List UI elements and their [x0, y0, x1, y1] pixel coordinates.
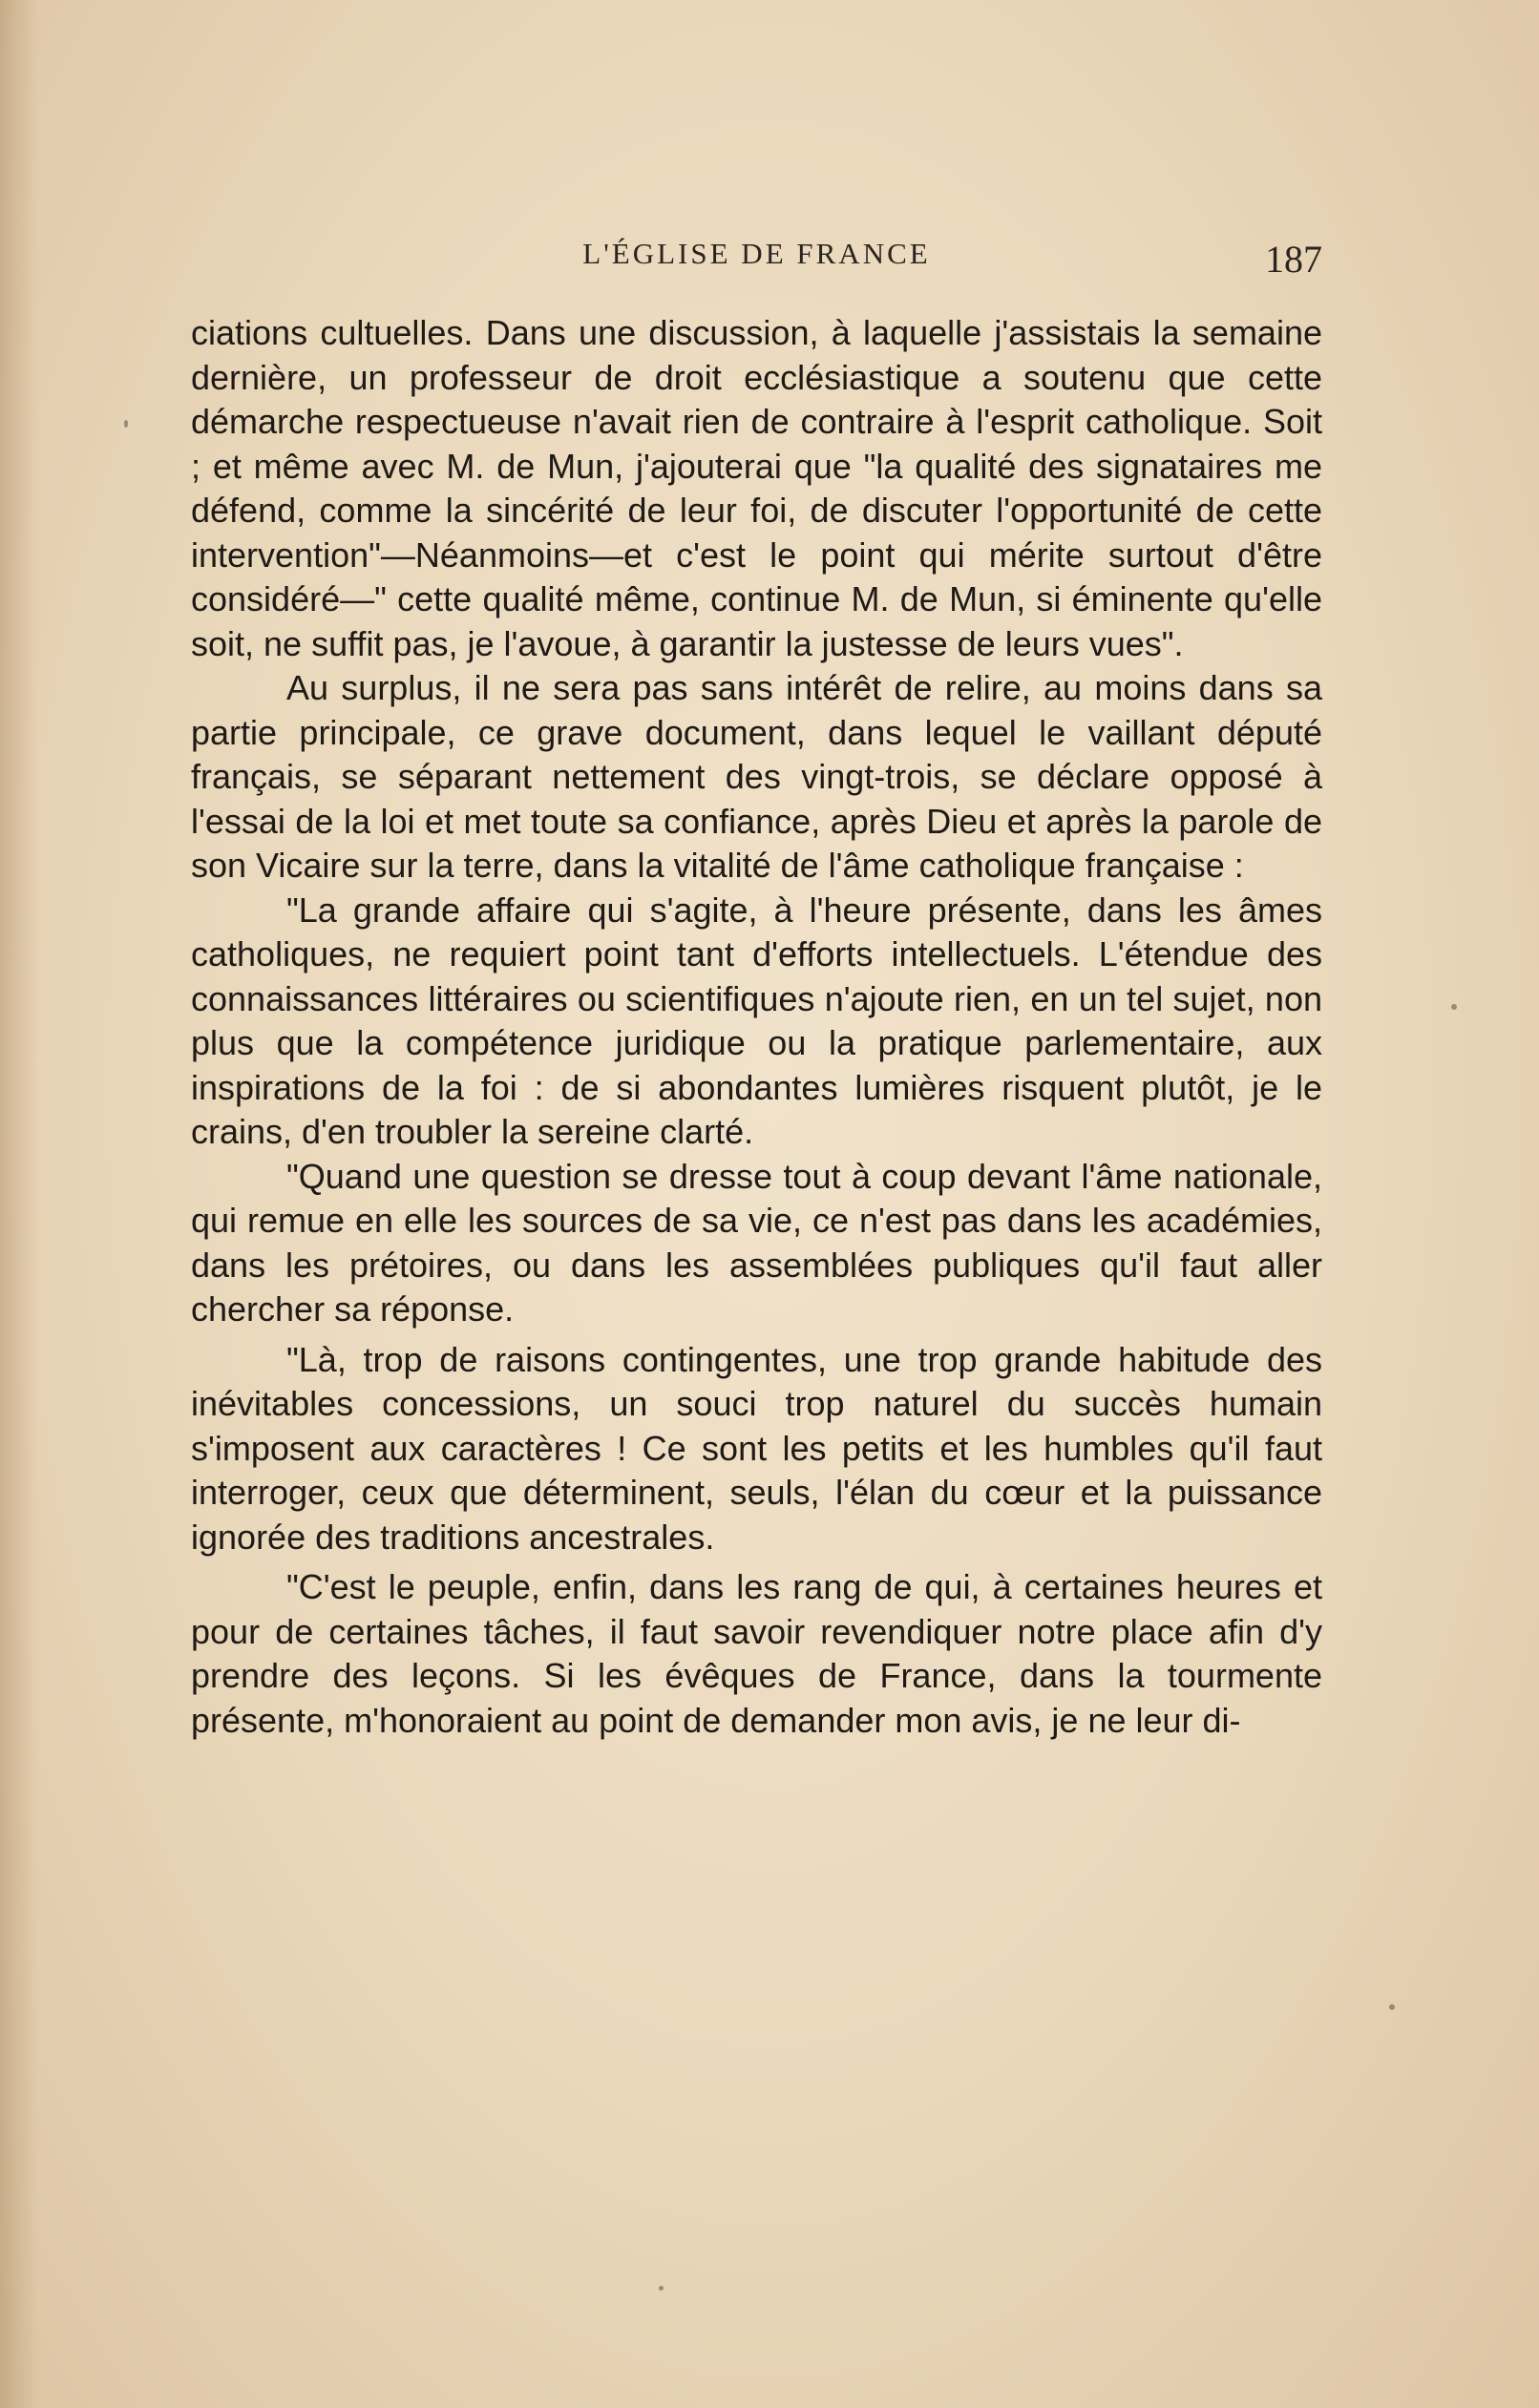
paragraph: Au surplus, il ne sera pas sans intérêt de relire, au moins dans sa partie principale, ce grave document, dans lequel le vaillant député français, se séparant nettement des vingt-trois, se déclare opposé à l'essai de la loi et met toute sa confiance, après Dieu et après la parole de son Vicaire sur la terre, dans la vitalité de l'âme catholique française :: [191, 668, 1322, 885]
paper-speck: [1451, 1004, 1457, 1010]
quoted-paragraph: "La grande affaire qui s'agite, à l'heure présente, dans les âmes catholiques, ne requiert point tant d'efforts intellectuels. L'étendue des connaissances littéraires ou scientifiques n'ajoute rien, en un tel sujet, non plus que la compétence juridique ou la pratique parlementaire, aux inspirations de la foi : de si abondantes lumières risquent plutôt, je le crains, d'en troubler la sereine clarté.: [191, 890, 1322, 1151]
page-edge-shadow: [0, 0, 38, 2408]
quoted-paragraph: "Là, trop de raisons contingentes, une trop grande habitude des inévitables concessions, un souci trop naturel du succès humain s'imposent aux caractères ! Ce sont les petits et les humbles qu'il faut interroger, ceux que déterminent, seuls, l'élan du cœur et la puissance ignorée des traditions ancestrales.: [191, 1339, 1322, 1557]
page-number: 187: [1265, 238, 1322, 281]
quoted-paragraph: "Quand une question se dresse tout à coup devant l'âme nationale, qui remue en elle les sources de sa vie, ce n'est pas dans les académies, dans les prétoires, ou dans les assemblées publiques qu'il faut aller chercher sa réponse.: [191, 1156, 1322, 1329]
body-text: [191, 311, 1322, 1743]
paper-speck: [124, 420, 128, 428]
running-head: [191, 237, 1322, 284]
quoted-paragraph: "C'est le peuple, enfin, dans les rang de qui, à certaines heures et pour de certaines tâches, il faut savoir revendiquer notre place afin d'y prendre des leçons. Si les évêques de France, dans la tourmente présente, m'honoraient au point de demander mon avis, je ne leur di-: [191, 1567, 1322, 1740]
running-head-title: L'ÉGLISE DE FRANCE: [582, 237, 931, 270]
paper-speck: [1389, 2004, 1395, 2010]
paper-speck: [659, 2286, 664, 2291]
paragraph: ciations cultuelles. Dans une discussion, à laquelle j'assistais la semaine dernière, un professeur de droit ecclésiastique a soutenu que cette démarche respectueuse n'avait rien de contraire à l'esprit catholique. Soit ; et même avec M. de Mun, j'ajouterai que "la qualité des signataires me défend, comme la sincérité de leur foi, de discuter l'opportunité de cette intervention"—Néanmoins—et c'est le point qui mérite surtout d'être considéré—" cette qualité même, continue M. de Mun, si éminente qu'elle soit, ne suffit pas, je l'avoue, à garantir la justesse de leurs vues".: [191, 313, 1322, 663]
